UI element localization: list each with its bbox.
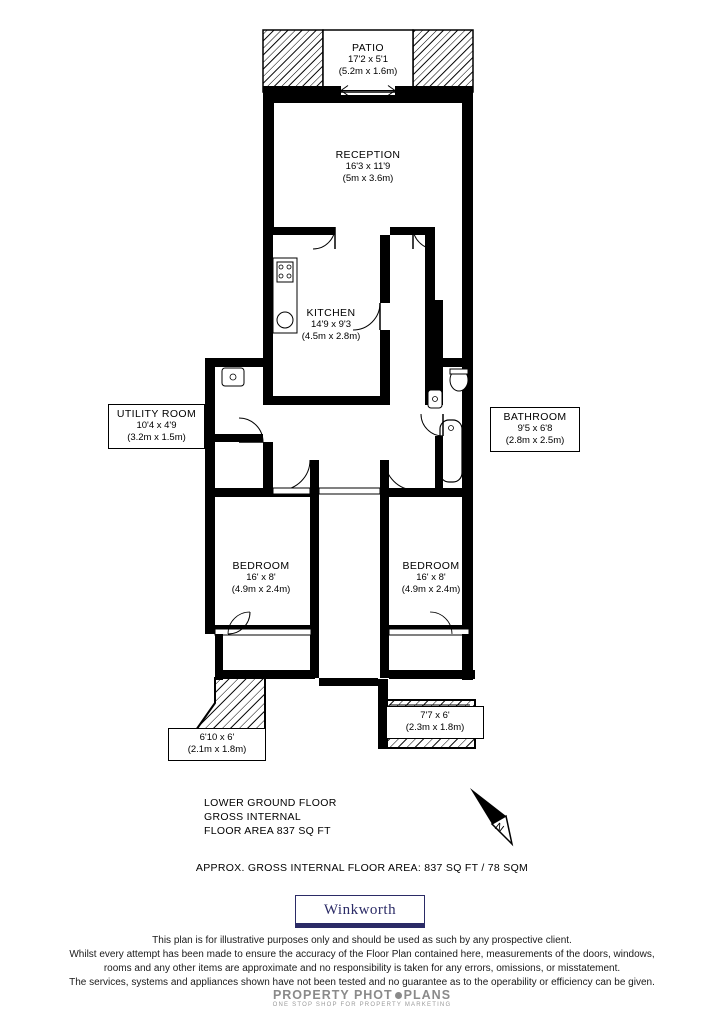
area-label-lower-right: 7'7 x 6' (2.3m x 1.8m): [386, 706, 484, 739]
area-label-lower-left: 6'10 x 6' (2.1m x 1.8m): [168, 728, 266, 761]
watermark-main-right: PLANS: [403, 988, 452, 1002]
compass-north-letter: N: [492, 820, 506, 836]
room-label-bedroom-right: BEDROOM 16' x 8' (4.9m x 2.4m): [401, 560, 461, 595]
hall-lower: [263, 442, 415, 490]
disclaimer-line-2: Whilst every attempt has been made to ensure the accuracy of the Floor Plan contained here, measurements of the doors, windows,: [69, 949, 655, 960]
floor-summary-line-1: LOWER GROUND FLOOR: [204, 797, 337, 809]
watermark-sub: ONE STOP SHOP FOR PROPERTY MARKETING: [272, 1002, 452, 1008]
watermark-main-left: PROPERTY PHOT: [272, 988, 393, 1002]
brand-logo: [295, 895, 425, 928]
brand-name: Winkworth: [323, 902, 397, 918]
room-label-reception: RECEPTION 16'3 x 11'9 (5m x 3.6m): [335, 149, 401, 184]
watermark-dot-icon: [395, 992, 402, 999]
floor-summary-line-2: GROSS INTERNAL: [204, 811, 301, 823]
room-label-kitchen: KITCHEN 14'9 x 9'3 (4.5m x 2.8m): [301, 307, 361, 342]
compass-rose: [462, 780, 534, 852]
approx-area-text: APPROX. GROSS INTERNAL FLOOR AREA: 837 SQ FT / 78 SQM: [195, 862, 529, 874]
room-label-bathroom: BATHROOM 9'5 x 6'8 (2.8m x 2.5m): [490, 407, 580, 452]
disclaimer-line-4: The services, systems and appliances shown have not been tested and no guarantee as to the operability or efficiency can be given.: [69, 977, 655, 988]
room-label-patio: PATIO 17'2 x 5'1 (5.2m x 1.6m): [338, 42, 398, 77]
brand-bar: [296, 923, 424, 927]
utility-room: [205, 358, 263, 488]
floor-summary-line-3: FLOOR AREA 837 SQ FT: [204, 825, 331, 837]
room-label-bedroom-left: BEDROOM 16' x 8' (4.9m x 2.4m): [231, 560, 291, 595]
disclaimer-line-1: This plan is for illustrative purposes only and should be used as such by any prospective client.: [152, 935, 572, 946]
disclaimer-block: [0, 934, 724, 990]
property-photo-plans-watermark: [0, 988, 724, 1008]
floor-summary: [204, 796, 337, 838]
disclaimer-line-3: rooms and any other items are approximate and no responsibility is taken for any errors, omissions, or misstatement.: [103, 963, 621, 974]
bedroom-left: [182, 488, 319, 750]
room-label-utility-room: UTILITY ROOM 10'4 x 4'9 (3.2m x 1.5m): [108, 404, 205, 449]
watermark-main: [0, 988, 724, 1002]
